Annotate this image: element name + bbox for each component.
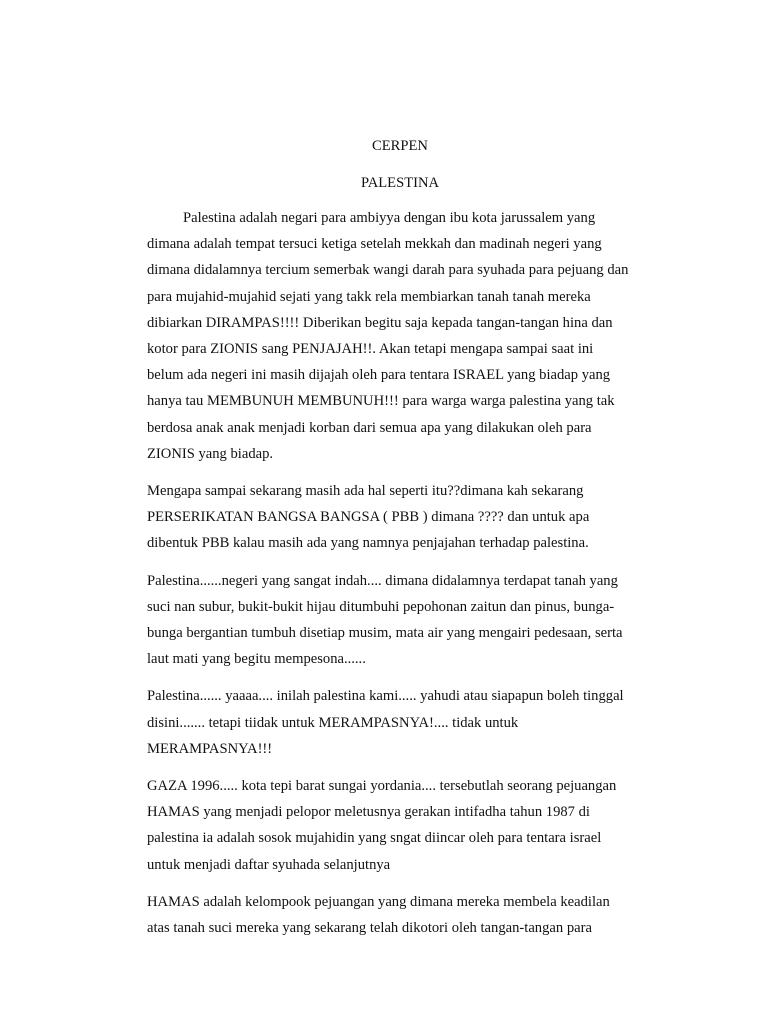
document-title: CERPEN — [372, 138, 428, 154]
paragraph-line: atas tanah suci mereka yang sekarang telah dikotori oleh tangan-tangan para — [147, 920, 592, 937]
paragraph-line: disini....... tetapi tiidak untuk MERAMPASNYA!.... tidak untuk — [147, 714, 519, 731]
document-body — [147, 205, 667, 952]
paragraph-line: laut mati yang begitu mempesona...... — [147, 651, 366, 668]
paragraph-line: untuk menjadi daftar syuhada selanjutnya — [147, 856, 391, 873]
paragraph — [147, 683, 667, 762]
paragraph-line: kotor para ZIONIS sang PENJAJAH!!. Akan tetapi mengapa sampai saat ini — [147, 341, 594, 358]
paragraph-line: berdosa anak anak menjadi korban dari semua apa yang dilakukan oleh para — [147, 419, 592, 436]
paragraph-line: para mujahid-mujahid sejati yang takk rela membiarkan tanah tanah mereka — [147, 288, 591, 305]
paragraph-line: dimana didalamnya tercium semerbak wangi darah para syuhada para pejuang dan — [147, 262, 629, 279]
document-subtitle: PALESTINA — [360, 175, 440, 191]
paragraph — [147, 568, 667, 673]
paragraph-line: palestina ia adalah sosok mujahidin yang sngat diincar oleh para tentara israel — [147, 830, 602, 847]
paragraph-line: bunga bergantian tumbuh disetiap musim, mata air yang mengairi pedesaan, serta — [147, 625, 623, 642]
paragraph-line: Palestina......negeri yang sangat indah.... dimana didalamnya terdapat tanah yang — [147, 572, 618, 589]
paragraph — [147, 478, 667, 557]
paragraph-line: dibentuk PBB kalau masih ada yang namnya penjajahan terhadap palestina. — [147, 535, 589, 552]
paragraph-line: HAMAS yang menjadi pelopor meletusnya gerakan intifadha tahun 1987 di — [147, 804, 590, 821]
paragraph-line: Mengapa sampai sekarang masih ada hal seperti itu??dimana kah sekarang — [147, 483, 584, 500]
paragraph-line: hanya tau MEMBUNUH MEMBUNUH!!! para warga warga palestina yang tak — [147, 393, 615, 410]
paragraph-line: HAMAS adalah kelompook pejuangan yang dimana mereka membela keadilan — [147, 893, 610, 910]
paragraph — [147, 773, 667, 878]
paragraph-line: PERSERIKATAN BANGSA BANGSA ( PBB ) dimana ???? dan untuk apa — [147, 509, 590, 526]
paragraph — [147, 205, 667, 467]
paragraph-line: Palestina adalah negari para ambiyya dengan ibu kota jarussalem yang — [183, 210, 596, 226]
paragraph-line: MERAMPASNYA!!! — [147, 740, 273, 757]
paragraph-line: belum ada negeri ini masih dijajah oleh para tentara ISRAEL yang biadap yang — [147, 367, 611, 384]
paragraph — [147, 889, 667, 941]
paragraph-line: dibiarkan DIRAMPAS!!!! Diberikan begitu saja kepada tangan-tangan hina dan — [147, 314, 613, 331]
paragraph-line: ZIONIS yang biadap. — [147, 445, 274, 462]
paragraph-line: GAZA 1996..... kota tepi barat sungai yordania.... tersebutlah seorang pejuangan — [147, 778, 617, 795]
paragraph-line: Palestina...... yaaaa.... inilah palestina kami..... yahudi atau siapapun boleh tinggal — [147, 688, 624, 705]
paragraph-line: suci nan subur, bukit-bukit hijau ditumbuhi pepohonan zaitun dan pinus, bunga- — [147, 598, 615, 615]
paragraph-line: dimana adalah tempat tersuci ketiga setelah mekkah dan madinah negeri yang — [147, 236, 602, 253]
